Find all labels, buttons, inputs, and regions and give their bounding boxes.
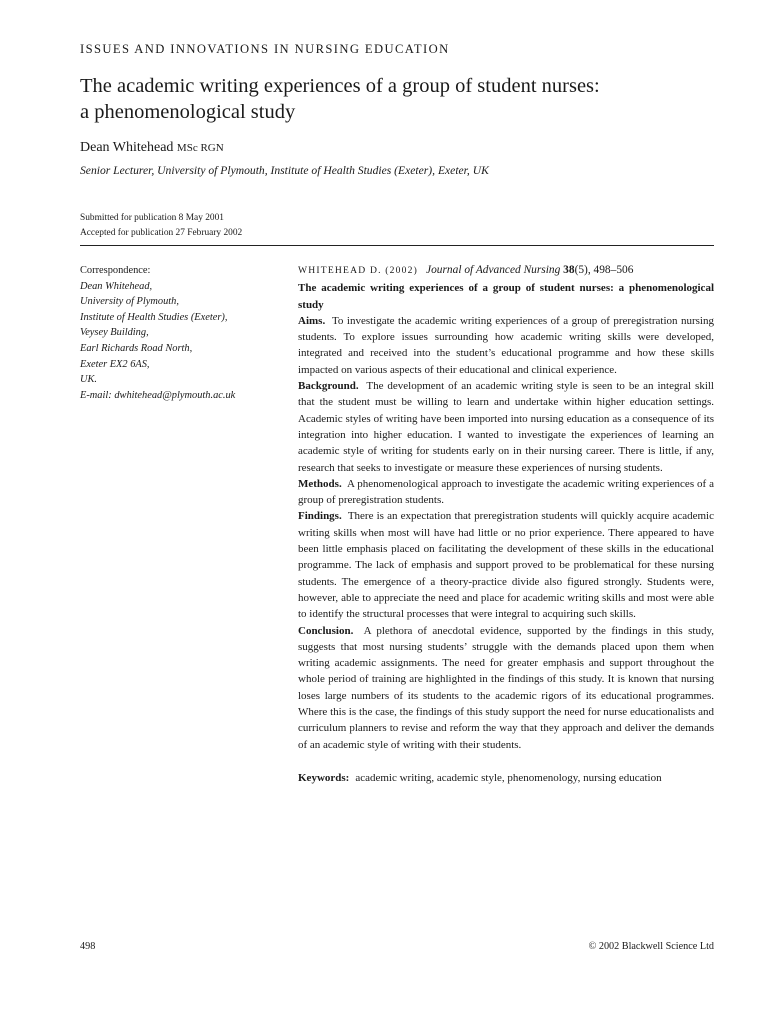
paper-page: [80, 0, 714, 1024]
correspondence-email[interactable]: E-mail: dwhitehead@plymouth.ac.uk: [80, 389, 236, 401]
author-affiliation: Senior Lecturer, University of Plymouth, Institute of Health Studies (Exeter), Exeter, UK: [80, 164, 489, 177]
abstract-background: [298, 378, 714, 476]
conclusion-text: A plethora of anecdotal evidence, supported by the findings in this study, suggests that most nursing students’ struggle with the demands placed upon them when writing academic assignments. The need for greater emphasis and support throughout the whole period of training are highlighted in the findings of this study. It is known that nursing loses large numbers of its students to the academic rigors of its educational programmes. Where this is the case, the findings of this study support the need for nurse educationalists and curriculum planners to revise and reform the way that they approach and deliver the demands of an academic style of writing with their students.: [298, 624, 714, 751]
abstract: [298, 262, 714, 786]
citation-journal: Journal of Advanced Nursing: [426, 264, 561, 276]
aims-label: Aims.: [298, 314, 326, 327]
page-number: 498: [80, 941, 96, 952]
citation-volume: 38: [563, 264, 575, 276]
methods-label: Methods.: [298, 477, 342, 490]
citation-line: [298, 262, 714, 279]
methods-text: A phenomenological approach to investigate the academic writing experiences of a group of preregistration students.: [298, 477, 714, 507]
abstract-aims: [298, 313, 714, 378]
abstract-methods: [298, 476, 714, 509]
background-text: The development of an academic writing style is seen to be an integral skill that the student must be willing to learn and undertake within higher education settings. Academic styles of writing have been imported into nursing education as a consequence of its integration into higher education. I wanted to investigate the experiences of learning an academic style of writing for students early on in their nursing career. There is little, if any, research that seeks to investigate or measure these experiences of nursing students.: [298, 380, 714, 474]
accepted-date: Accepted for publication 27 February 2002: [80, 228, 243, 238]
aims-text: To investigate the academic writing experiences of a group of preregistration nursing students. To explore issues surrounding how academic writing skills were developed, integrated and received into the student’s educational programme and how these skills impacted on various aspects of their educational and clinical experience.: [298, 314, 714, 376]
correspondence-label: Correspondence:: [80, 265, 151, 276]
citation-issue-pages: (5), 498–506: [574, 264, 634, 276]
correspondence-line: University of Plymouth,: [80, 296, 179, 308]
section-heading: ISSUES AND INNOVATIONS IN NURSING EDUCATION: [80, 42, 450, 56]
citation-author: WHITEHEAD D. (2002): [298, 265, 419, 276]
article-title: [80, 73, 714, 125]
correspondence-block: [80, 263, 285, 403]
publication-dates: [80, 211, 242, 241]
abstract-findings: [298, 508, 714, 622]
header-divider: [80, 245, 714, 246]
correspondence-line: Institute of Health Studies (Exeter),: [80, 311, 228, 323]
findings-label: Findings.: [298, 510, 342, 523]
copyright-notice: © 2002 Blackwell Science Ltd: [588, 941, 714, 952]
keywords-text: academic writing, academic style, phenomenology, nursing education: [355, 771, 662, 784]
author-credentials: MSc RGN: [176, 142, 224, 154]
correspondence-line: UK.: [80, 374, 98, 386]
title-line-1: The academic writing experiences of a group of student nurses:: [80, 75, 600, 97]
keywords-label: Keywords:: [298, 771, 350, 784]
correspondence-line: Earl Richards Road North,: [80, 342, 193, 354]
abstract-conclusion: [298, 623, 714, 753]
title-line-2: a phenomenological study: [80, 101, 296, 123]
correspondence-line: Exeter EX2 6AS,: [80, 358, 150, 370]
submitted-date: Submitted for publication 8 May 2001: [80, 213, 224, 223]
author-name: Dean Whitehead: [80, 140, 174, 155]
background-label: Background.: [298, 380, 359, 393]
conclusion-label: Conclusion.: [298, 624, 354, 637]
abstract-article-title: The academic writing experiences of a group of student nurses: a phenomenological study: [298, 282, 714, 311]
correspondence-line: Dean Whitehead,: [80, 280, 153, 292]
author-line: [80, 140, 224, 156]
abstract-keywords: [298, 770, 714, 786]
findings-text: There is an expectation that preregistration students will quickly acquire academic writing skills when most will have had little or no prior experience. There appeared to have been little emphasis placed on facilitating the development of these skills in the educational programme. The lack of emphasis and support proved to be problematical for these nursing students. The emergence of a theory-practice divide also figured strongly. Students were, however, able to appreciate the need and place for academic writing skills and most were able to identify the structural processes that were integral to acquiring such skills.: [298, 510, 714, 621]
correspondence-line: Veysey Building,: [80, 327, 149, 339]
